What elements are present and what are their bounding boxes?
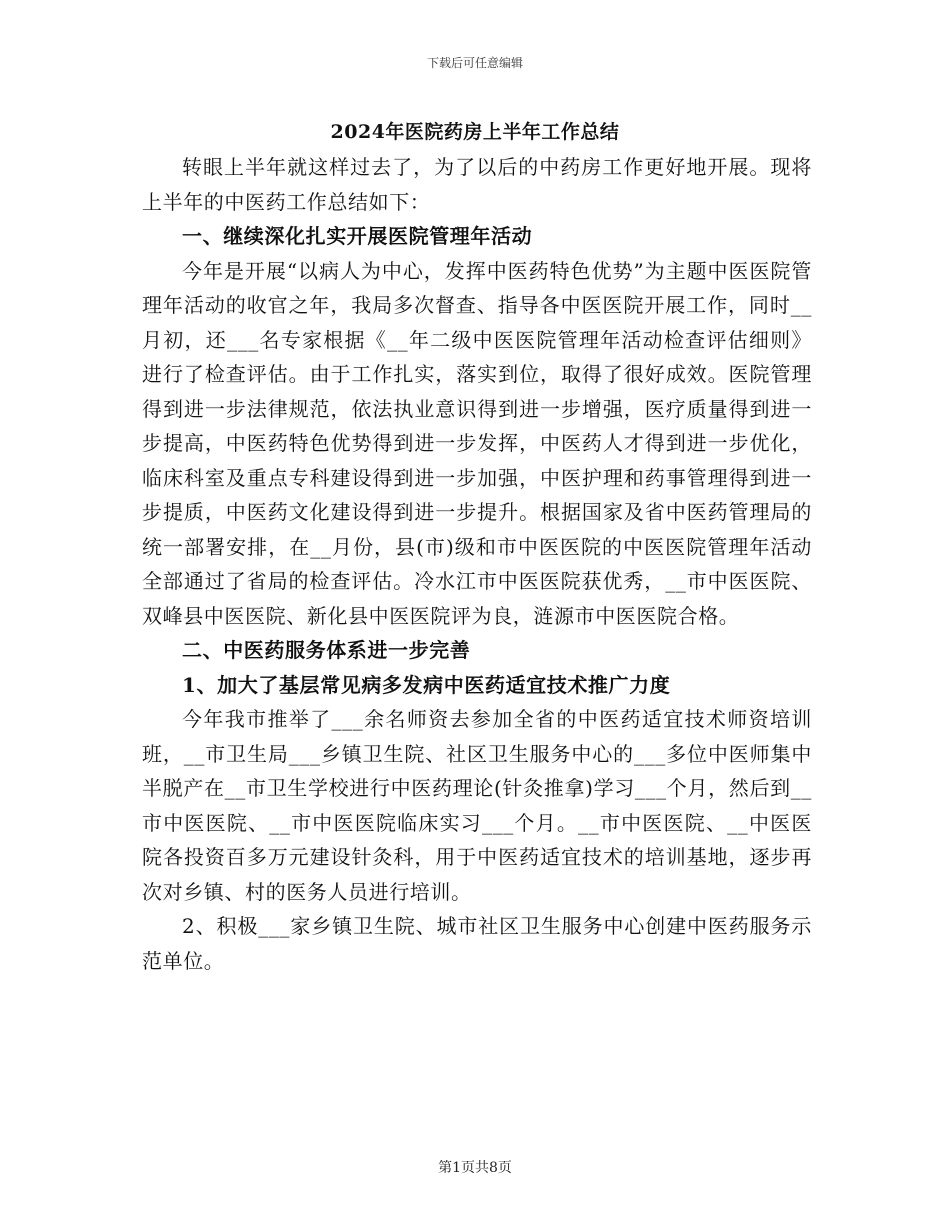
- subsection-heading-2-1: 1、加大了基层常见病多发病中医药适宜技术推广力度: [182, 672, 671, 697]
- page-header-note: 下载后可任意编辑: [426, 56, 523, 70]
- document-body: [142, 150, 812, 978]
- page-number: 第1页共8页: [438, 1160, 512, 1176]
- section-heading-1: 一、继续深化扎实开展医院管理年活动: [182, 224, 533, 248]
- subsection-2-2-paragraph: 2、积极___家乡镇卫生院、城市社区卫生服务中心创建中医药服务示范单位。: [142, 914, 812, 973]
- section-1-paragraph: 今年是开展“以病人为中心，发挥中医药特色优势”为主题中医医院管理年活动的收官之年，我局多次督查、指导各中医医院开展工作，同时__月初，还___名专家根据《__年二级中医医院管理年活动检查评估细则》进行了检查评估。由于工作扎实，落实到位，取得了很好成效。医院管理得到进一步法律规范，依法执业意识得到进一步增强，医疗质量得到进一步提高，中医药特色优势得到进一步发挥，中医药人才得到进一步优化，临床科室及重点专科建设得到进一步加强，中医护理和药事管理得到进一步提质，中医药文化建设得到进一步提升。根据国家及省中医药管理局的统一部署安排，在__月份，县(市)级和市中医医院的中医医院管理年活动全部通过了省局的检查评估。冷水江市中医医院获优秀，__市中医医院、双峰县中医医院、新化县中医医院评为良，涟源市中医医院合格。: [142, 258, 812, 628]
- document-title: 2024年医院药房上半年工作总结: [330, 121, 620, 143]
- section-heading-2: 二、中医药服务体系进一步完善: [182, 638, 471, 662]
- subsection-2-1-paragraph: 今年我市推举了___余名师资去参加全省的中医药适宜技术师资培训班，__市卫生局___乡镇卫生院、社区卫生服务中心的___多位中医师集中半脱产在__市卫生学校进行中医药理论(针灸推拿)学习___个月，然后到__市中医医院、__市中医医院临床实习___个月。__市中医医院、__中医医院各投资百多万元建设针灸科，用于中医药适宜技术的培训基地，逐步再次对乡镇、村的医务人员进行培训。: [142, 707, 812, 904]
- intro-paragraph: 转眼上半年就这样过去了，为了以后的中药房工作更好地开展。现将上半年的中医药工作总结如下：: [142, 155, 812, 214]
